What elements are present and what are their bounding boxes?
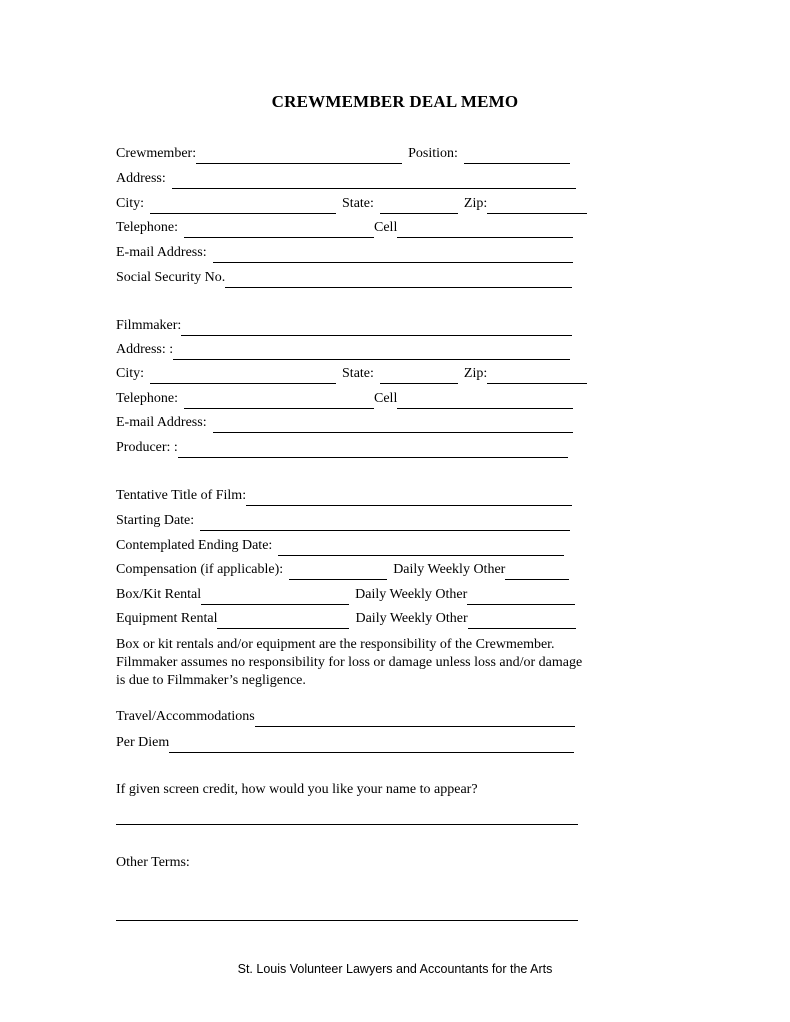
per-diem-field[interactable] bbox=[169, 738, 574, 753]
filmmaker-email-field[interactable] bbox=[213, 418, 573, 433]
filmmaker-state-field[interactable] bbox=[380, 369, 458, 384]
crewmember-row bbox=[116, 144, 570, 164]
crew-state-field[interactable] bbox=[380, 199, 458, 214]
filmmaker-cell-field[interactable] bbox=[397, 394, 573, 409]
crewmember-label: Crewmember: bbox=[116, 146, 197, 161]
per-diem-label: Per Diem bbox=[116, 735, 170, 750]
filmmaker-zip-label: Zip: bbox=[463, 366, 488, 381]
filmmaker-telephone-label: Telephone: bbox=[116, 391, 178, 406]
filmmaker-address-field[interactable] bbox=[173, 345, 570, 360]
crew-state-label: State: bbox=[342, 196, 374, 211]
filmmaker-address-row bbox=[116, 340, 570, 360]
compensation-other-field[interactable] bbox=[505, 565, 569, 580]
crew-ssn-row bbox=[116, 268, 572, 288]
travel-field[interactable] bbox=[255, 712, 575, 727]
filmmaker-state-label: State: bbox=[342, 366, 374, 381]
starting-date-field[interactable] bbox=[200, 516, 570, 531]
filmmaker-row bbox=[116, 316, 572, 336]
film-title-field[interactable] bbox=[246, 491, 572, 506]
position-label: Position: bbox=[408, 146, 458, 161]
other-terms-label: Other Terms: bbox=[116, 855, 190, 870]
producer-field[interactable] bbox=[178, 443, 568, 458]
filmmaker-email-label: E-mail Address: bbox=[116, 415, 207, 430]
crewmember-field[interactable] bbox=[196, 149, 402, 164]
page-title: CREWMEMBER DEAL MEMO bbox=[271, 92, 519, 111]
ending-date-row bbox=[116, 536, 564, 556]
crew-telephone-field[interactable] bbox=[184, 223, 374, 238]
travel-label: Travel/Accommodations bbox=[116, 709, 255, 724]
other-terms-row bbox=[116, 853, 190, 873]
box-kit-label: Box/Kit Rental bbox=[116, 587, 202, 602]
crew-ssn-label: Social Security No. bbox=[116, 270, 226, 285]
crew-city-field[interactable] bbox=[150, 199, 336, 214]
responsibility-disclaimer: Box or kit rentals and/or equipment are the responsibility of the Crewmember. Filmmaker assumes no responsibility for loss or damage unless loss and/or damage is due to Filmmaker’s negligence. bbox=[116, 637, 583, 688]
crew-zip-label: Zip: bbox=[463, 196, 488, 211]
compensation-frequency: Daily Weekly Other bbox=[393, 562, 506, 577]
filmmaker-city-row bbox=[116, 364, 587, 384]
ending-date-field[interactable] bbox=[278, 541, 564, 556]
equipment-field[interactable] bbox=[217, 614, 349, 629]
crew-cell-label: Cell bbox=[374, 220, 398, 235]
other-terms-field[interactable] bbox=[116, 920, 578, 921]
filmmaker-city-label: City: bbox=[116, 366, 145, 381]
crew-ssn-field[interactable] bbox=[225, 273, 572, 288]
box-kit-row bbox=[116, 585, 575, 605]
crew-zip-field[interactable] bbox=[487, 199, 587, 214]
filmmaker-telephone-row bbox=[116, 389, 573, 409]
crew-city-row bbox=[116, 194, 587, 214]
crew-cell-field[interactable] bbox=[397, 223, 573, 238]
filmmaker-zip-field[interactable] bbox=[487, 369, 587, 384]
travel-row bbox=[116, 707, 575, 727]
crew-city-label: City: bbox=[116, 196, 145, 211]
starting-date-row bbox=[116, 511, 570, 531]
crew-email-label: E-mail Address: bbox=[116, 245, 207, 260]
producer-row bbox=[116, 438, 568, 458]
filmmaker-cell-label: Cell bbox=[374, 391, 398, 406]
box-kit-other-field[interactable] bbox=[467, 590, 575, 605]
crew-telephone-row bbox=[116, 218, 573, 238]
filmmaker-telephone-field[interactable] bbox=[184, 394, 374, 409]
filmmaker-field[interactable] bbox=[181, 321, 572, 336]
compensation-label: Compensation (if applicable): bbox=[116, 562, 284, 577]
screen-credit-question: If given screen credit, how would you like your name to appear? bbox=[116, 782, 478, 797]
crew-email-row bbox=[116, 243, 573, 263]
compensation-row bbox=[116, 560, 569, 580]
crew-telephone-label: Telephone: bbox=[116, 220, 178, 235]
filmmaker-email-row bbox=[116, 413, 573, 433]
position-field[interactable] bbox=[464, 149, 570, 164]
screen-credit-row bbox=[116, 780, 478, 800]
footer-organization: St. Louis Volunteer Lawyers and Accountants for the Arts bbox=[237, 962, 553, 976]
crew-address-label: Address: bbox=[116, 171, 166, 186]
equipment-row bbox=[116, 609, 576, 629]
film-title-label: Tentative Title of Film: bbox=[116, 488, 247, 503]
crew-address-field[interactable] bbox=[172, 174, 576, 189]
per-diem-row bbox=[116, 733, 574, 753]
crew-email-field[interactable] bbox=[213, 248, 573, 263]
box-kit-frequency: Daily Weekly Other bbox=[355, 587, 468, 602]
starting-date-label: Starting Date: bbox=[116, 513, 195, 528]
screen-credit-field[interactable] bbox=[116, 824, 578, 825]
equipment-label: Equipment Rental bbox=[116, 611, 218, 626]
filmmaker-label: Filmmaker: bbox=[116, 318, 182, 333]
crew-address-row bbox=[116, 169, 576, 189]
compensation-field[interactable] bbox=[289, 565, 387, 580]
box-kit-field[interactable] bbox=[201, 590, 349, 605]
filmmaker-city-field[interactable] bbox=[150, 369, 336, 384]
equipment-other-field[interactable] bbox=[468, 614, 576, 629]
film-title-row bbox=[116, 486, 572, 506]
equipment-frequency: Daily Weekly Other bbox=[355, 611, 468, 626]
ending-date-label: Contemplated Ending Date: bbox=[116, 538, 273, 553]
producer-label: Producer: : bbox=[116, 440, 178, 455]
filmmaker-address-label: Address: : bbox=[116, 342, 174, 357]
